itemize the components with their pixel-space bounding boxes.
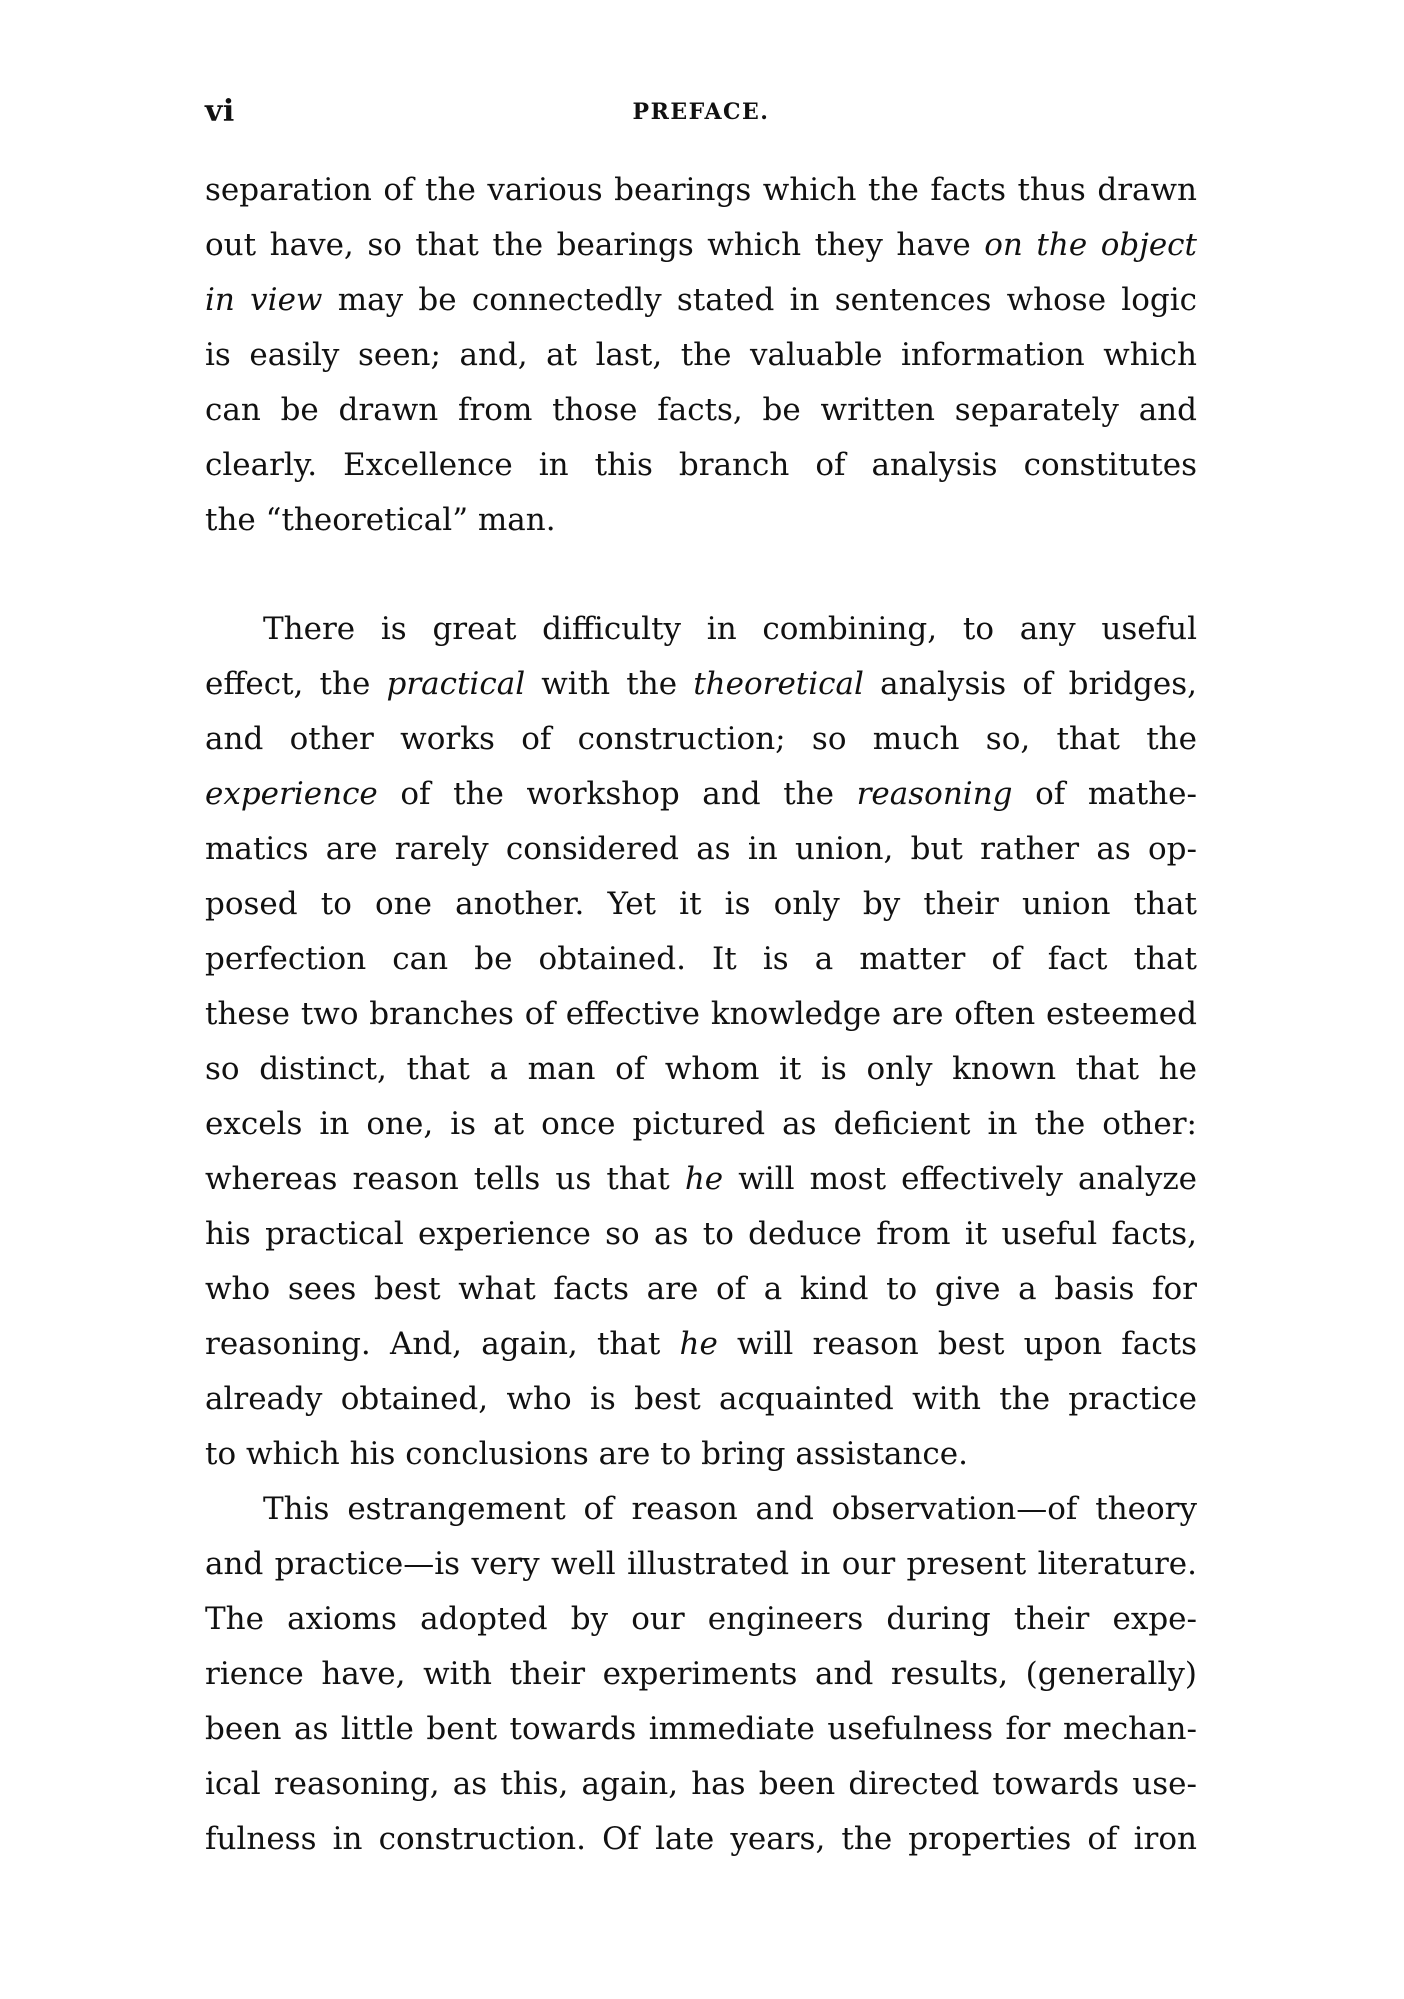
- paragraph: [205, 163, 1197, 548]
- text-line: [205, 438, 1197, 493]
- paragraph: [205, 1482, 1197, 1867]
- text-run: reasoning. And, again, that: [205, 1326, 680, 1362]
- text-line: [205, 1207, 1197, 1262]
- text-line: [205, 1812, 1197, 1867]
- text-run: and practice—is very well illustrated in our present literature.: [205, 1546, 1197, 1582]
- text-run: effect, the: [205, 666, 387, 702]
- text-line: [205, 1647, 1197, 1702]
- text-line: [205, 712, 1197, 767]
- text-line: [205, 493, 1197, 548]
- text-line: [205, 1317, 1197, 1372]
- text-line: [205, 1042, 1197, 1097]
- italic-run: experience: [205, 776, 378, 812]
- body-text: [205, 163, 1197, 1867]
- text-run: ical reasoning, as this, again, has been directed towards use-: [205, 1766, 1197, 1802]
- text-line: [205, 273, 1197, 328]
- italic-run: he: [679, 1326, 718, 1362]
- text-line: [205, 218, 1197, 273]
- italic-run: on the object: [984, 227, 1197, 263]
- text-line: [205, 602, 1197, 657]
- text-run: posed to one another. Yet it is only by their union that: [205, 886, 1197, 922]
- text-run: perfection can be obtained. It is a matter of fact that: [205, 941, 1197, 977]
- text-line: [205, 163, 1197, 218]
- text-line: [205, 1097, 1197, 1152]
- text-line: [205, 1592, 1197, 1647]
- text-run: with the: [525, 666, 694, 702]
- paragraph-gap: [205, 548, 1197, 602]
- text-run: out have, so that the bearings which they have: [205, 227, 985, 263]
- text-run: whereas reason tells us that: [205, 1161, 685, 1197]
- text-run: who sees best what facts are of a kind to give a basis for: [205, 1271, 1197, 1307]
- text-run: The axioms adopted by our engineers during their expe-: [205, 1601, 1197, 1637]
- text-line: [205, 767, 1197, 822]
- text-line: [205, 822, 1197, 877]
- text-run: of the workshop and the: [377, 776, 857, 812]
- text-line: [205, 657, 1197, 712]
- italic-run: theoretical: [693, 666, 864, 702]
- text-run: is easily seen; and, at last, the valuable information which: [205, 337, 1197, 373]
- page-number: vi: [205, 94, 235, 129]
- text-line: [205, 383, 1197, 438]
- text-line: [205, 1702, 1197, 1757]
- text-line: [205, 1152, 1197, 1207]
- text-line: [205, 1482, 1197, 1537]
- text-run: rience have, with their experiments and results, (generally): [205, 1656, 1197, 1692]
- text-run: and other works of construction; so much so, that the: [205, 721, 1197, 757]
- text-line: [205, 932, 1197, 987]
- text-run: his practical experience so as to deduce from it useful facts,: [205, 1216, 1197, 1252]
- page-header: [205, 92, 1197, 132]
- text-line: [205, 1262, 1197, 1317]
- text-run: can be drawn from those facts, be written separately and: [205, 392, 1197, 428]
- text-run: will reason best upon facts: [717, 1326, 1197, 1362]
- text-line: [205, 877, 1197, 932]
- paragraph: [205, 602, 1197, 1482]
- running-head: PREFACE.: [632, 99, 770, 125]
- text-run: may be connectedly stated in sentences whose logic: [322, 282, 1197, 318]
- text-run: these two branches of effective knowledge are often esteemed: [205, 996, 1197, 1032]
- text-run: There is great difficulty in combining, to any useful: [263, 611, 1197, 647]
- text-run: fulness in construction. Of late years, the properties of iron: [205, 1821, 1197, 1857]
- text-run: matics are rarely considered as in union, but rather as op-: [205, 831, 1197, 867]
- text-run: clearly. Excellence in this branch of analysis constitutes: [205, 447, 1197, 483]
- text-run: so distinct, that a man of whom it is only known that he: [205, 1051, 1197, 1087]
- text-line: [205, 1427, 1197, 1482]
- text-line: [205, 328, 1197, 383]
- text-run: separation of the various bearings which the facts thus drawn: [205, 172, 1197, 208]
- text-line: [205, 1372, 1197, 1427]
- text-line: [205, 987, 1197, 1042]
- text-run: to which his conclusions are to bring assistance.: [205, 1436, 968, 1472]
- italic-run: he: [684, 1161, 724, 1197]
- text-run: been as little bent towards immediate usefulness for mechan-: [205, 1711, 1197, 1747]
- text-line: [205, 1757, 1197, 1812]
- text-run: excels in one, is at once pictured as deficient in the other:: [205, 1106, 1197, 1142]
- italic-run: practical: [386, 666, 526, 702]
- text-run: This estrangement of reason and observation—of theory: [263, 1491, 1197, 1527]
- text-run: of mathe-: [1012, 776, 1197, 812]
- italic-run: reasoning: [856, 776, 1013, 812]
- text-line: [205, 1537, 1197, 1592]
- text-run: analysis of bridges,: [863, 666, 1197, 702]
- text-run: already obtained, who is best acquainted with the practice: [205, 1381, 1197, 1417]
- text-run: will most effectively analyze: [723, 1161, 1197, 1197]
- text-run: the “theoretical” man.: [205, 502, 556, 538]
- italic-run: in view: [205, 282, 323, 318]
